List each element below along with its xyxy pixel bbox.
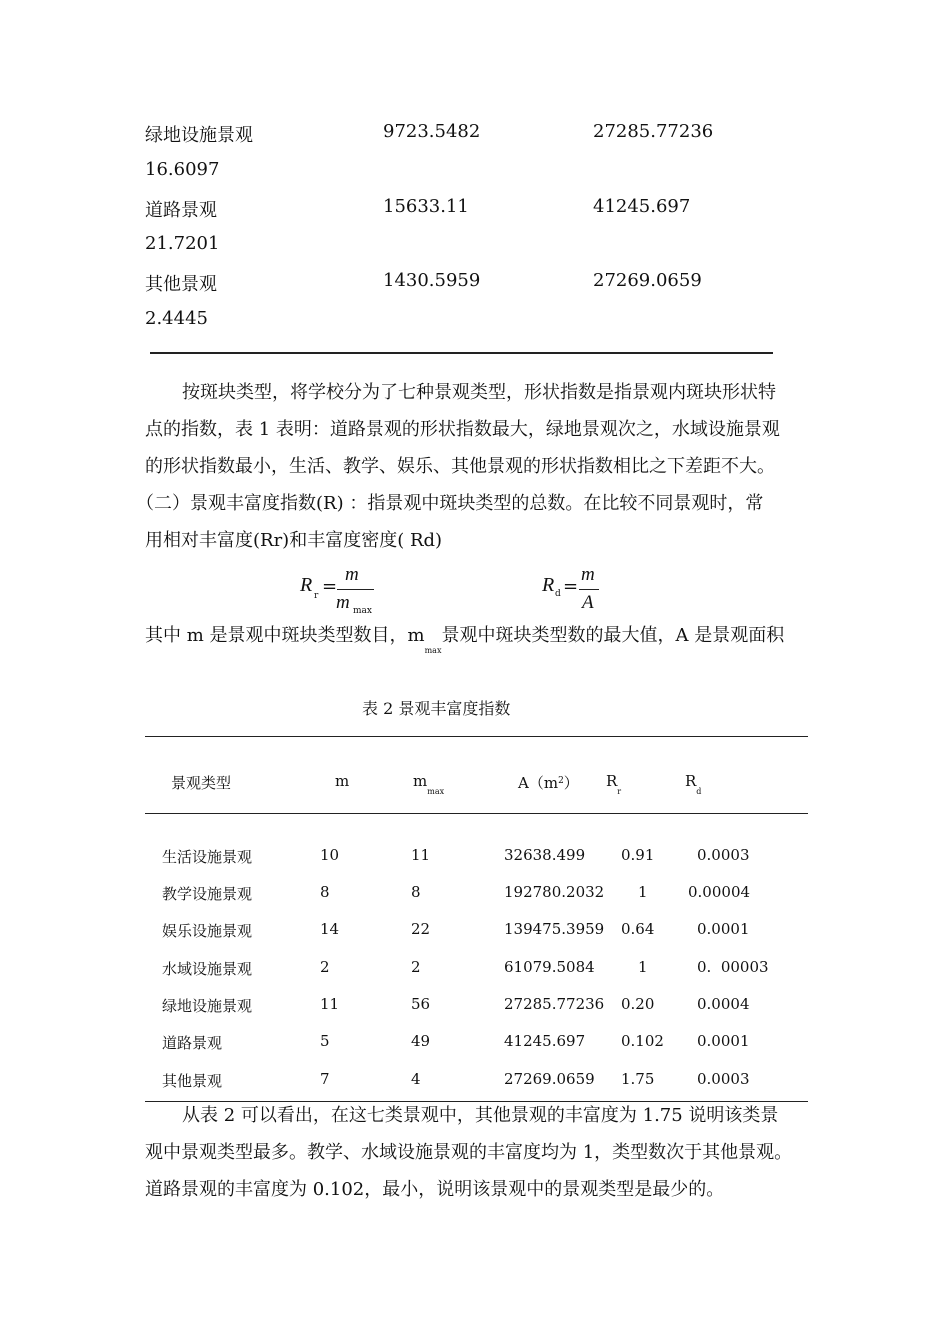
cell-area: 139475.3959 (504, 920, 605, 938)
table1-row-value: 27285.77236 (593, 121, 714, 142)
table1-row-value: 9723.5482 (383, 121, 481, 142)
cell-rd: 0.0003 (697, 846, 750, 864)
cell-rd: 0.0003 (697, 1070, 750, 1088)
formula-subscript: max (353, 606, 372, 616)
cell-mmax: 8 (411, 883, 421, 901)
header-area-superscript: 2 (558, 776, 564, 786)
formula-subscript: r (314, 591, 319, 601)
cell-rr: 1.75 (621, 1070, 655, 1088)
cell-area: 192780.2032 (504, 883, 605, 901)
cell-m: 14 (320, 920, 340, 938)
header-rr-symbol: R (606, 772, 618, 790)
cell-area: 27285.77236 (504, 995, 605, 1013)
cell-mmax: 11 (411, 846, 431, 864)
paragraph-line: 用相对丰富度(Rr)和丰富度密度( Rd) (145, 530, 443, 551)
header-area-label: A（m (518, 774, 559, 792)
cell-rr: 0.20 (621, 995, 655, 1013)
formula-explanation-part: 景观中斑块类型数的最大值，A 是景观面积 (441, 625, 785, 646)
table1-row-value: 27269.0659 (593, 270, 702, 291)
cell-m: 5 (320, 1032, 330, 1050)
cell-rd: 0.0004 (697, 995, 750, 1013)
header-rd-symbol: R (685, 772, 697, 790)
cell-m: 2 (320, 958, 330, 976)
cell-mmax: 56 (411, 995, 431, 1013)
table1-row-value: 1430.5959 (383, 270, 481, 291)
table1-row-value: 41245.697 (593, 196, 691, 217)
cell-m: 10 (320, 846, 340, 864)
cell-rr: 1 (638, 958, 648, 976)
table-caption: 表 2 景观丰富度指数 (362, 699, 511, 718)
formula-equals: = (563, 576, 579, 597)
cell-mmax: 22 (411, 920, 431, 938)
table1-row-value: 15633.11 (383, 196, 469, 217)
formula-equals: = (322, 576, 338, 597)
header-mmax-subscript: max (427, 787, 445, 796)
paragraph-line: 从表 2 可以看出，在这七类景观中，其他景观的丰富度为 1.75 说明该类景 (182, 1105, 779, 1126)
cell-rr: 0.64 (621, 920, 655, 938)
table1-row-name: 其他景观 (145, 274, 217, 295)
cell-mmax: 49 (411, 1032, 431, 1050)
table2-header-rule (145, 813, 808, 814)
paragraph-line: 观中景观类型最多。教学、水域设施景观的丰富度均为 1，类型数次于其他景观。 (145, 1142, 793, 1163)
formula-numerator: m (581, 564, 595, 585)
formula-symbol: R (300, 574, 313, 596)
formula-explanation-subscript: max (424, 646, 442, 655)
cell-area: 32638.499 (504, 846, 586, 864)
paragraph-line: 道路景观的丰富度为 0.102，最小，说明该景观中的景观类型是最少的。 (145, 1179, 725, 1200)
header-mmax (413, 772, 445, 796)
table1-row-name: 道路景观 (145, 200, 217, 221)
cell-area: 61079.5084 (504, 958, 595, 976)
paragraph-line: 点的指数，表 1 表明：道路景观的形状指数最大，绿地景观次之，水域设施景观 (145, 419, 780, 440)
cell-type: 生活设施景观 (162, 848, 253, 866)
formula-denominator: A (582, 592, 594, 613)
header-rr (606, 772, 622, 796)
formula-symbol: R (542, 574, 555, 596)
cell-type: 道路景观 (162, 1034, 223, 1052)
cell-mmax: 2 (411, 958, 421, 976)
cell-rr: 1 (638, 883, 648, 901)
cell-area: 27269.0659 (504, 1070, 595, 1088)
formula-explanation (145, 621, 785, 655)
paragraph-line: 按斑块类型，将学校分为了七种景观类型，形状指数是指景观内斑块形状特 (182, 382, 776, 403)
formula-subscript: d (555, 589, 561, 599)
cell-type: 水域设施景观 (162, 960, 253, 978)
header-mmax-symbol: m (413, 772, 428, 790)
formula-numerator: m (345, 564, 359, 585)
cell-type: 教学设施景观 (162, 885, 253, 903)
header-rd-subscript: d (696, 787, 702, 796)
cell-rr: 0.91 (621, 846, 655, 864)
cell-m: 11 (320, 995, 340, 1013)
formula-denominator: m (336, 592, 350, 613)
header-rd (685, 772, 702, 796)
header-type: 景观类型 (171, 774, 232, 792)
table2-top-rule (145, 736, 808, 737)
fraction-bar (579, 589, 599, 590)
paragraph-line: （二）景观丰富度指数(R) ：指景观中斑块类型的总数。在比较不同景观时，常 (136, 493, 764, 514)
cell-area: 41245.697 (504, 1032, 586, 1050)
cell-rd: 0. 00003 (697, 958, 769, 976)
cell-type: 娱乐设施景观 (162, 922, 253, 940)
header-m: m (335, 772, 350, 790)
fraction-bar (337, 589, 374, 590)
formula-explanation-part: 其中 m 是景观中斑块类型数目，m (145, 625, 425, 646)
paragraph-line: 的形状指数最小，生活、教学、娱乐、其他景观的形状指数相比之下差距不大。 (145, 456, 775, 477)
cell-rd: 0.0001 (697, 1032, 750, 1050)
cell-rd: 0.00004 (688, 883, 751, 901)
table1-row-value: 16.6097 (145, 159, 220, 180)
header-area-close: ） (563, 774, 579, 792)
header-rr-subscript: r (617, 787, 622, 796)
header-area (518, 772, 579, 793)
cell-rd: 0.0001 (697, 920, 750, 938)
table1-row-name: 绿地设施景观 (145, 125, 253, 146)
table1-row-value: 2.4445 (145, 308, 208, 329)
cell-m: 7 (320, 1070, 330, 1088)
cell-m: 8 (320, 883, 330, 901)
cell-rr: 0.102 (621, 1032, 664, 1050)
cell-mmax: 4 (411, 1070, 421, 1088)
cell-type: 其他景观 (162, 1072, 223, 1090)
table1-row-value: 21.7201 (145, 233, 220, 254)
cell-type: 绿地设施景观 (162, 997, 253, 1015)
table1-bottom-rule (150, 352, 773, 354)
